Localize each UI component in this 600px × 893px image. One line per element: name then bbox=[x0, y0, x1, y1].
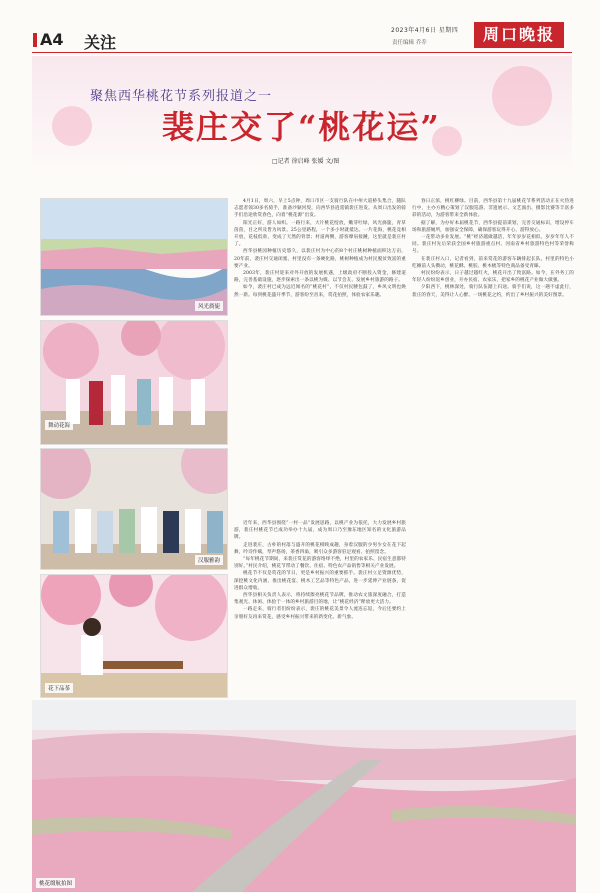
section-name: 关注 bbox=[84, 33, 117, 52]
paragraph: 如今，裴庄村已成为远近闻名的“桃花村”，不仅村民腰包鼓了，乡风文明也焕然一新。每到桃花盛开季节，游客纷至沓来，赏花拍照，体验农家乐趣。 bbox=[234, 285, 406, 298]
paragraph: 西华县相关负责人表示，将持续擦亮桃花节品牌，推动农文旅深度融合，打造集观光、休闲、体验于一体的乡村旅游目的地，让“桃花经济”释放更大活力。 bbox=[234, 593, 406, 606]
paragraph: 村民纷纷表示，日子越过越红火，桃花开出了致富路。如今，在外务工的年轻人纷纷返乡创业，开办民宿、农家乐，把家乡的桃花产业做大做强。 bbox=[412, 271, 574, 284]
article-column-3 bbox=[412, 198, 574, 696]
photo-caption: 桃花缀航拍图 bbox=[36, 878, 75, 888]
paragraph: 一路走来，骑行者们纷纷表示，裴庄的桃花美景令人流连忘返，今后还要约上亲朋好友再来赏花，感受乡村振兴带来的新变化、新气象。 bbox=[234, 607, 406, 620]
article-kicker: 聚焦西华桃花节系列报道之一 bbox=[90, 89, 273, 104]
paragraph: 夕阳西下，桃林深处，骑行队伍踏上归途。骑手们说，这一趟不虚此行，裴庄的春天，美得让人心醉。一场桃花之约，约出了乡村振兴的美好图景。 bbox=[412, 285, 574, 298]
photo-caption: 舞动花海 bbox=[45, 420, 73, 430]
article-column-2 bbox=[234, 520, 406, 698]
paragraph: 在裴庄村入口，记者看到，前来赏花的游客车辆排起长队，村里的特色小吃摊前人头攒动，桃花酥、桃胶、桃木梳等特色商品备受青睐。 bbox=[412, 256, 574, 269]
header-rule bbox=[32, 52, 572, 53]
tea-blossoms-image bbox=[41, 575, 228, 698]
paragraph: 4月1日，周六，早上5点钟，周口市区一支骑行队在中州大道桥头集合，随队志愿者领30多名骑手，准备沙颍河堤，向西华县逍遥镇裴庄进发。从周口出发的骑手们沿途欣赏春色，向着“桃花源”出发。 bbox=[234, 199, 406, 219]
photo-caption: 风光旖旎 bbox=[195, 301, 223, 311]
publication-date: 2023年4月6日 星期四 bbox=[391, 27, 459, 34]
newspaper-logo: 周口晚报 bbox=[474, 22, 564, 48]
paragraph: 2003年，裴庄村迎来对外开放的发展机遇，上级政府不断投入资金，修建道路，完善基础设施，逐步探索出一条以桃为媒、以节会友、发展乡村旅游的路子。 bbox=[234, 271, 406, 284]
paragraph: “每年桃花节期间，来裴庄赏花的游客络绎不绝，村里的农家乐、民宿生意都特别好。”村民介绍，桃花节带动了餐饮、住宿、特色农产品销售等相关产业发展。 bbox=[234, 557, 406, 570]
paragraph: 走进裴庄，古朴的村落与盛开的桃花相映成趣，身着汉服的少男少女在花下起舞，吟诗作赋，琴声悠扬，茶香四溢，吸引众多游客驻足观看、拍照留念。 bbox=[234, 542, 406, 555]
photo-caption: 花下品茶 bbox=[45, 683, 73, 693]
aerial-panorama-image bbox=[32, 700, 576, 892]
article-byline: □记者 徐启峰 张媛 文/图 bbox=[272, 158, 340, 165]
photo-tea-blossoms bbox=[40, 574, 228, 698]
section-marker bbox=[33, 33, 37, 47]
page-header bbox=[0, 0, 600, 52]
photo-dancers bbox=[40, 320, 228, 445]
blossom-decoration bbox=[492, 66, 552, 126]
section-number: A4 bbox=[40, 30, 64, 49]
river-landscape-image bbox=[41, 199, 228, 316]
photo-river-landscape bbox=[40, 198, 228, 316]
paragraph: 桃花节不仅是赏花的节日，更是乡村振兴的重要抓手。裴庄村立足资源优势，深挖桃文化内涵，推出桃花宴、桃木工艺品等特色产品，进一步延伸产业链条，促进群众增收。 bbox=[234, 571, 406, 591]
paragraph: 春日正浓，桃红柳绿。目前，西华县第十九届桃花节系列活动正在火热进行中，主办方精心策划了汉服巡游、非遗展示、文艺演出、摄影比赛等丰富多彩的活动，为游客带来全新体验。 bbox=[412, 199, 574, 219]
hanfu-group-image bbox=[41, 449, 228, 570]
blossom-decoration bbox=[52, 106, 92, 146]
editor-credit: 责任编辑 乔乔 bbox=[392, 40, 427, 46]
paragraph: 一花带动多业发展。“桃”经济越做越活，年年岁岁花相似，岁岁年年人不同。裴庄村先后荣获全国乡村旅游重点村、河南省乡村旅游特色村等荣誉称号。 bbox=[412, 235, 574, 255]
article-headline: 裴庄交了“桃花运” bbox=[162, 108, 441, 146]
photo-aerial-panorama bbox=[32, 700, 576, 892]
paragraph: 阳光正好，游人如织。一路行来，大片桃花绽放，嫩芽吐绿，风光旖旎，青草茵茵，目之所及皆为风景。25公里路程，一个多小时就抵达。一片花海，桃花竞相开放，花枝低垂，变成了天然的背景；村道两侧，游客摩肩接踵，这里就是裴庄村了。 bbox=[234, 220, 406, 248]
photo-hanfu-group bbox=[40, 448, 228, 570]
paragraph: 据了解，为办好本届桃花节，西华县提前谋划，完善交通标识，增设停车场和旅游厕所，加强安全保障，确保游客玩得开心、游得放心。 bbox=[412, 220, 574, 233]
paragraph: 西华县桃园种植历史悠久，以裴庄村为中心的8个村庄桃树种植面积达万亩，20年前，裴庄村交通闭塞，村里没有一条硬化路，桃树种植成为村民脱贫致富的重要产业。 bbox=[234, 249, 406, 269]
photo-caption: 汉服雅韵 bbox=[195, 555, 223, 565]
paragraph: 近年来，西华县围绕“一村一品”发展思路，以桃产业为依托，大力发展乡村旅游，裴庄村桃花节已成功举办十九届，成为周口乃至豫东地区知名的文化旅游品牌。 bbox=[234, 521, 406, 541]
